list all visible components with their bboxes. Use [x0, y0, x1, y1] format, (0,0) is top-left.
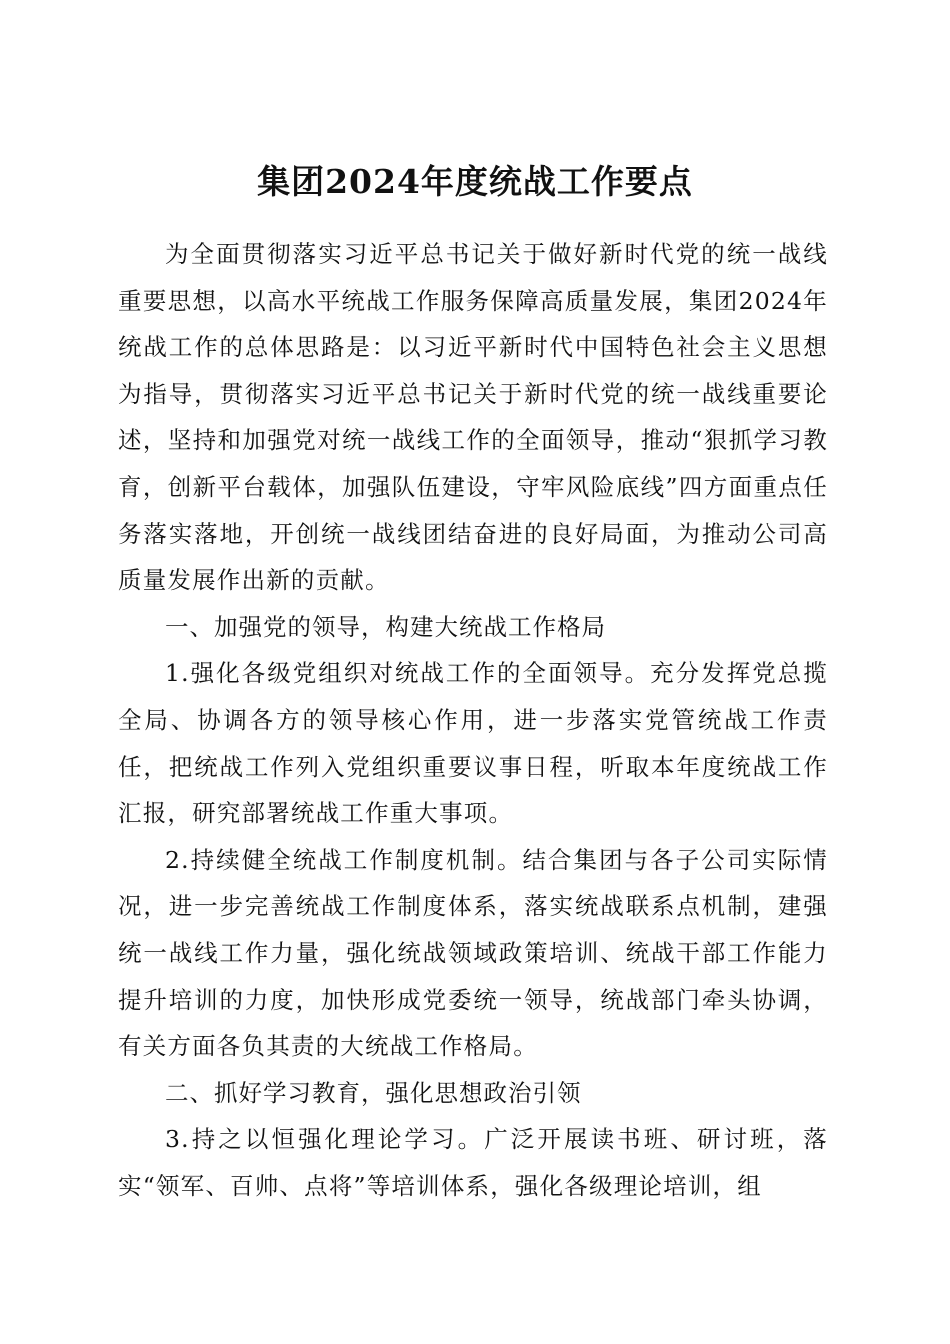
section-heading: 一、加强党的领导，构建大统战工作格局 — [165, 612, 606, 641]
section-item: 1.强化各级党组织对统战工作的全面领导。充分发挥党总揽全局、协调各方的领导核心作用，进一步落实党管统战工作责任，把统战工作列入党组织重要议事日程，听取本年度统战工作汇报，研究部署统战工作重大事项。 — [118, 659, 828, 828]
intro-paragraph: 为全面贯彻落实习近平总书记关于做好新时代党的统一战线重要思想，以高水平统战工作服务保障高质量发展，集团2024年统战工作的总体思路是：以习近平新时代中国特色社会主义思想为指导，贯彻落实习近平总书记关于新时代党的统一战线重要论述，坚持和加强党对统一战线工作的全面领导，推动“狠抓学习教育，创新平台载体，加强队伍建设，守牢风险底线”四方面重点任务落实落地，开创统一战线团结奋进的良好局面，为推动公司高质量发展作出新的贡献。 — [118, 240, 828, 595]
section-item: 3.持之以恒强化理论学习。广泛开展读书班、研讨班，落实“领军、百帅、点将”等培训体系，强化各级理论培训，组 — [118, 1125, 828, 1200]
section-item: 2.持续健全统战工作制度机制。结合集团与各子公司实际情况，进一步完善统战工作制度体系，落实统战联系点机制，建强统一战线工作力量，强化统战领域政策培训、统战干部工作能力提升培训的力度，加快形成党委统一领导，统战部门牵头协调，有关方面各负其责的大统战工作格局。 — [118, 845, 828, 1061]
section-heading: 二、抓好学习教育，强化思想政治引领 — [165, 1078, 582, 1107]
document-body — [118, 231, 828, 1209]
document-title: 集团2024年度统战工作要点 — [257, 162, 693, 202]
